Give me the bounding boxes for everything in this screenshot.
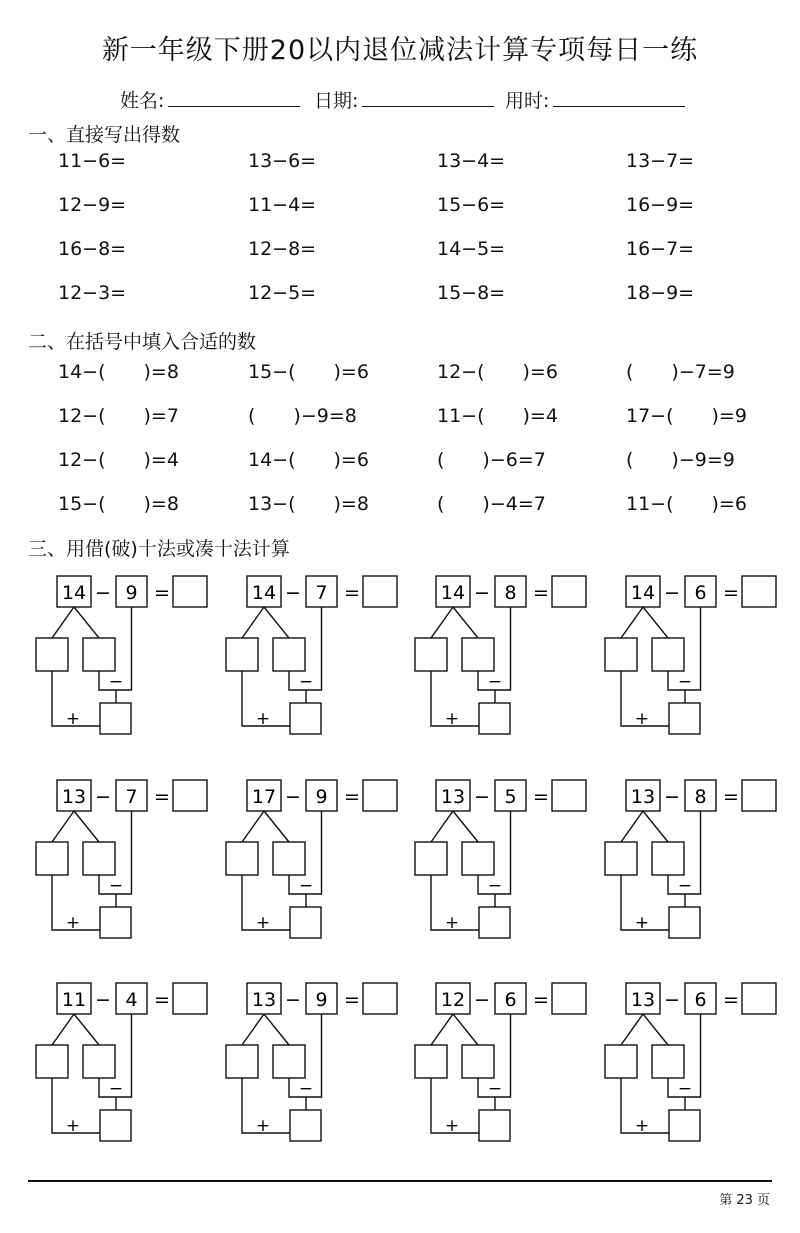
split-box-left[interactable] (605, 1045, 637, 1078)
branch-line-right (264, 811, 289, 842)
branch-line-left (242, 811, 264, 842)
answer-box[interactable] (552, 576, 586, 607)
operation-plus: + (634, 913, 650, 933)
answer-box[interactable] (552, 780, 586, 811)
operation-plus: + (65, 1116, 81, 1136)
section1-problem[interactable]: 13−6= (248, 150, 317, 172)
operation-minus: − (298, 1079, 314, 1099)
equals-sign: = (533, 786, 549, 808)
subtrahend-number: 7 (125, 786, 138, 808)
page-number: 第 23 页 (719, 1193, 770, 1208)
operation-minus: − (677, 1079, 693, 1099)
section2-problem[interactable]: 11−( )=4 (437, 405, 558, 427)
section1-problem[interactable]: 12−5= (248, 282, 317, 304)
minuend-number: 14 (630, 582, 656, 604)
subtrahend-number: 9 (315, 989, 328, 1011)
section1-problem[interactable]: 12−3= (58, 282, 127, 304)
answer-box[interactable] (173, 576, 207, 607)
split-box-right[interactable] (462, 842, 494, 875)
section1-problem[interactable]: 12−8= (248, 238, 317, 260)
equals-sign: = (344, 786, 360, 808)
split-box-left[interactable] (415, 1045, 447, 1078)
answer-box[interactable] (173, 780, 207, 811)
section2-problem[interactable]: 15−( )=6 (248, 361, 369, 383)
answer-box[interactable] (173, 983, 207, 1014)
minus-sign: − (474, 989, 490, 1011)
split-box-right[interactable] (652, 842, 684, 875)
section3-heading: 三、用借(破)十法或凑十法计算 (28, 538, 290, 560)
split-box-left[interactable] (36, 842, 68, 875)
split-box-right[interactable] (83, 1045, 115, 1078)
equals-sign: = (723, 989, 739, 1011)
split-box-left[interactable] (605, 842, 637, 875)
branch-line-left (242, 1014, 264, 1045)
minus-sign: − (285, 582, 301, 604)
split-box-right[interactable] (273, 638, 305, 671)
section1-heading: 一、直接写出得数 (28, 124, 181, 146)
minus-sign: − (474, 786, 490, 808)
subtrahend-number: 6 (504, 989, 517, 1011)
minuend-number: 13 (251, 989, 277, 1011)
split-box-right[interactable] (83, 638, 115, 671)
operation-plus: + (255, 1116, 271, 1136)
operation-plus: + (634, 1116, 650, 1136)
branch-line-left (52, 607, 74, 638)
operation-plus: + (255, 913, 271, 933)
intermediate-box[interactable] (669, 703, 700, 734)
section1-problem[interactable]: 16−8= (58, 238, 127, 260)
equals-sign: = (533, 989, 549, 1011)
minus-sign: − (664, 989, 680, 1011)
branch-line-left (52, 811, 74, 842)
section1-problem[interactable]: 11−4= (248, 194, 317, 216)
equals-sign: = (723, 582, 739, 604)
footer-divider (28, 1180, 772, 1182)
split-box-right[interactable] (462, 638, 494, 671)
section2-problem[interactable]: ( )−9=8 (248, 405, 357, 427)
minus-sign: − (95, 786, 111, 808)
section2-problem[interactable]: 14−( )=8 (58, 361, 179, 383)
page-title: 新一年级下册20以内退位减法计算专项每日一练 (101, 35, 699, 66)
intermediate-box[interactable] (290, 703, 321, 734)
subtrahend-number: 7 (315, 582, 328, 604)
operation-plus: + (634, 709, 650, 729)
operation-minus: − (298, 672, 314, 692)
operation-plus: + (65, 709, 81, 729)
section1-problem[interactable]: 13−7= (626, 150, 695, 172)
subtrahend-number: 4 (125, 989, 138, 1011)
subtrahend-number: 5 (504, 786, 517, 808)
subtrahend-number: 8 (504, 582, 517, 604)
branch-line-left (621, 1014, 643, 1045)
subtrahend-number: 9 (315, 786, 328, 808)
intermediate-box[interactable] (479, 1110, 510, 1141)
branch-line-right (74, 1014, 99, 1045)
intermediate-box[interactable] (100, 1110, 131, 1141)
operation-minus: − (298, 876, 314, 896)
answer-box[interactable] (363, 576, 397, 607)
intermediate-box[interactable] (479, 703, 510, 734)
equals-sign: = (344, 989, 360, 1011)
answer-box[interactable] (363, 983, 397, 1014)
answer-box[interactable] (363, 780, 397, 811)
answer-box[interactable] (552, 983, 586, 1014)
intermediate-box[interactable] (100, 703, 131, 734)
answer-box[interactable] (742, 780, 776, 811)
branch-line-left (52, 1014, 74, 1045)
minuend-number: 13 (61, 786, 87, 808)
section2-problem[interactable]: 17−( )=9 (626, 405, 747, 427)
minus-sign: − (474, 582, 490, 604)
branch-line-left (621, 607, 643, 638)
split-box-left[interactable] (605, 638, 637, 671)
equals-sign: = (533, 582, 549, 604)
minus-sign: − (95, 989, 111, 1011)
intermediate-box[interactable] (100, 907, 131, 938)
subtrahend-number: 6 (694, 989, 707, 1011)
section1-problem[interactable]: 11−6= (58, 150, 127, 172)
section2-problem[interactable]: 12−( )=4 (58, 449, 179, 471)
split-box-right[interactable] (652, 1045, 684, 1078)
section1-problem[interactable]: 13−4= (437, 150, 506, 172)
operation-minus: − (677, 672, 693, 692)
date-label: 日期: (314, 90, 359, 112)
operation-plus: + (444, 913, 460, 933)
split-box-right[interactable] (273, 842, 305, 875)
section2-heading: 二、在括号中填入合适的数 (28, 331, 257, 353)
equals-sign: = (154, 989, 170, 1011)
split-box-right[interactable] (652, 638, 684, 671)
subtrahend-number: 8 (694, 786, 707, 808)
section2-problem[interactable]: 14−( )=6 (248, 449, 369, 471)
branch-line-left (242, 607, 264, 638)
branch-line-right (453, 607, 478, 638)
branch-line-left (431, 607, 453, 638)
operation-minus: − (677, 876, 693, 896)
intermediate-box[interactable] (669, 1110, 700, 1141)
minuend-number: 13 (630, 786, 656, 808)
section1-problem[interactable]: 18−9= (626, 282, 695, 304)
name-label: 姓名: (120, 90, 165, 112)
branch-line-left (621, 811, 643, 842)
intermediate-box[interactable] (290, 907, 321, 938)
section2-problem[interactable]: 15−( )=8 (58, 493, 179, 515)
split-box-right[interactable] (462, 1045, 494, 1078)
section1-problem[interactable]: 15−8= (437, 282, 506, 304)
split-box-right[interactable] (273, 1045, 305, 1078)
operation-minus: − (487, 1079, 503, 1099)
equals-sign: = (344, 582, 360, 604)
subtrahend-number: 6 (694, 582, 707, 604)
branch-line-right (264, 607, 289, 638)
branch-line-right (643, 1014, 668, 1045)
minuend-number: 11 (61, 989, 87, 1011)
operation-minus: − (108, 672, 124, 692)
intermediate-box[interactable] (290, 1110, 321, 1141)
split-box-left[interactable] (226, 1045, 258, 1078)
branch-line-right (643, 607, 668, 638)
minuend-number: 17 (251, 786, 277, 808)
subtrahend-number: 9 (125, 582, 138, 604)
section1-problem[interactable]: 16−7= (626, 238, 695, 260)
operation-minus: − (108, 876, 124, 896)
branch-line-right (453, 1014, 478, 1045)
branch-line-right (74, 607, 99, 638)
branch-line-right (264, 1014, 289, 1045)
operation-minus: − (487, 876, 503, 896)
operation-plus: + (255, 709, 271, 729)
minuend-number: 12 (440, 989, 466, 1011)
split-box-left[interactable] (226, 638, 258, 671)
section2-problem[interactable]: 12−( )=7 (58, 405, 179, 427)
minuend-number: 13 (630, 989, 656, 1011)
minuend-number: 14 (251, 582, 277, 604)
split-box-left[interactable] (226, 842, 258, 875)
time-label: 用时: (505, 90, 550, 112)
equals-sign: = (154, 786, 170, 808)
equals-sign: = (723, 786, 739, 808)
section2-problem[interactable]: 13−( )=8 (248, 493, 369, 515)
operation-plus: + (65, 913, 81, 933)
answer-box[interactable] (742, 576, 776, 607)
section2-problem[interactable]: 11−( )=6 (626, 493, 747, 515)
split-box-left[interactable] (415, 842, 447, 875)
section2-problem[interactable]: ( )−9=9 (626, 449, 735, 471)
equals-sign: = (154, 582, 170, 604)
operation-minus: − (487, 672, 503, 692)
minuend-number: 13 (440, 786, 466, 808)
intermediate-box[interactable] (479, 907, 510, 938)
section1-problem[interactable]: 14−5= (437, 238, 506, 260)
minus-sign: − (664, 786, 680, 808)
branch-line-right (453, 811, 478, 842)
split-box-left[interactable] (36, 1045, 68, 1078)
split-box-left[interactable] (415, 638, 447, 671)
split-box-right[interactable] (83, 842, 115, 875)
branch-line-right (74, 811, 99, 842)
split-box-left[interactable] (36, 638, 68, 671)
minus-sign: − (285, 989, 301, 1011)
intermediate-box[interactable] (669, 907, 700, 938)
section1-problem[interactable]: 15−6= (437, 194, 506, 216)
section1-problem[interactable]: 16−9= (626, 194, 695, 216)
section2-problem[interactable]: ( )−7=9 (626, 361, 735, 383)
minuend-number: 14 (440, 582, 466, 604)
operation-plus: + (444, 1116, 460, 1136)
answer-box[interactable] (742, 983, 776, 1014)
section1-problem[interactable]: 12−9= (58, 194, 127, 216)
branch-line-left (431, 1014, 453, 1045)
minus-sign: − (664, 582, 680, 604)
minus-sign: − (285, 786, 301, 808)
section2-problem[interactable]: ( )−6=7 (437, 449, 546, 471)
operation-minus: − (108, 1079, 124, 1099)
branch-line-left (431, 811, 453, 842)
section2-problem[interactable]: ( )−4=7 (437, 493, 546, 515)
minuend-number: 14 (61, 582, 87, 604)
branch-line-right (643, 811, 668, 842)
minus-sign: − (95, 582, 111, 604)
operation-plus: + (444, 709, 460, 729)
section2-problem[interactable]: 12−( )=6 (437, 361, 558, 383)
